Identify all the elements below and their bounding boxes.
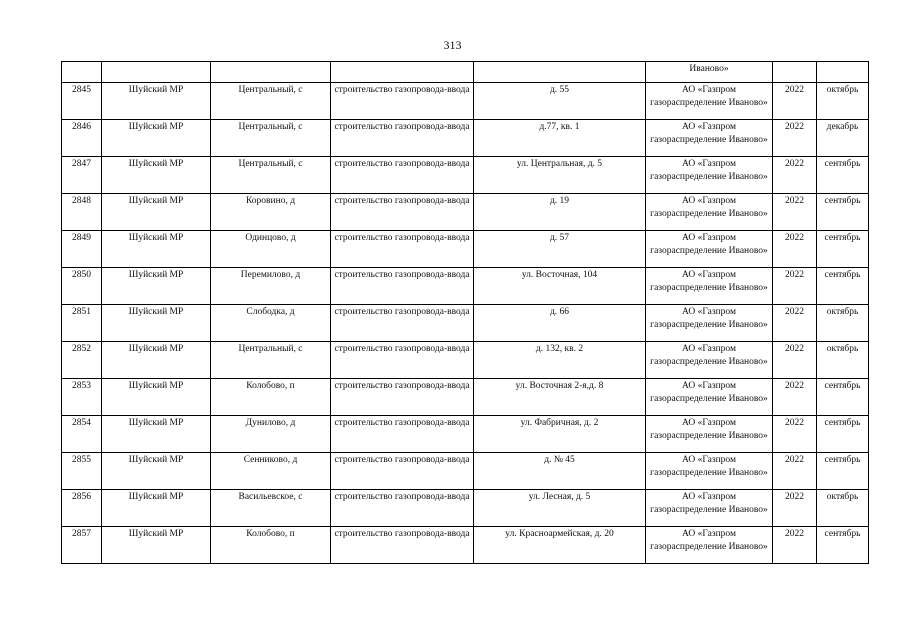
- district-cell: Шуйский МР: [102, 194, 211, 231]
- work-type-cell: строительство газопровода-ввода: [331, 416, 474, 453]
- address-cell: д. № 45: [474, 453, 646, 490]
- address-cell: ул. Восточная, 104: [474, 268, 646, 305]
- organization-cell: АО «Газпром газораспределение Иваново»: [646, 83, 773, 120]
- table-row: [62, 268, 869, 305]
- year-cell: 2022: [773, 305, 817, 342]
- settlement-cell: Колобово, п: [211, 527, 331, 564]
- settlement-cell: Слободка, д: [211, 305, 331, 342]
- work-type-cell: строительство газопровода-ввода: [331, 305, 474, 342]
- district-cell: Шуйский МР: [102, 231, 211, 268]
- work-type-cell: строительство газопровода-ввода: [331, 194, 474, 231]
- organization-cell: АО «Газпром газораспределение Иваново»: [646, 305, 773, 342]
- row-number-cell: 2845: [62, 83, 102, 120]
- work-type-cell: строительство газопровода-ввода: [331, 453, 474, 490]
- org-cell: Иваново»: [646, 62, 773, 83]
- settlement-cell: Центральный, с: [211, 83, 331, 120]
- month-cell: сентябрь: [817, 268, 869, 305]
- organization-cell: АО «Газпром газораспределение Иваново»: [646, 416, 773, 453]
- table-row: [62, 231, 869, 268]
- work-type-cell: строительство газопровода-ввода: [331, 379, 474, 416]
- year-cell: 2022: [773, 527, 817, 564]
- month-cell: сентябрь: [817, 231, 869, 268]
- district-cell: Шуйский МР: [102, 157, 211, 194]
- work-type-cell: строительство газопровода-ввода: [331, 268, 474, 305]
- month-cell: сентябрь: [817, 453, 869, 490]
- organization-cell: АО «Газпром газораспределение Иваново»: [646, 268, 773, 305]
- district-cell: Шуйский МР: [102, 268, 211, 305]
- year-cell: 2022: [773, 120, 817, 157]
- address-cell: д. 57: [474, 231, 646, 268]
- settlement-cell: Коровино, д: [211, 194, 331, 231]
- table-row: [62, 194, 869, 231]
- table-row: [62, 342, 869, 379]
- table-row: [62, 453, 869, 490]
- page-number: 313: [443, 38, 462, 52]
- district-cell: Шуйский МР: [102, 342, 211, 379]
- address-cell: д. 55: [474, 83, 646, 120]
- table-row: [62, 379, 869, 416]
- work-type-cell: строительство газопровода-ввода: [331, 490, 474, 527]
- month-cell: октябрь: [817, 305, 869, 342]
- organization-cell: АО «Газпром газораспределение Иваново»: [646, 231, 773, 268]
- month-cell: декабрь: [817, 120, 869, 157]
- month-cell: октябрь: [817, 83, 869, 120]
- month-cell: сентябрь: [817, 379, 869, 416]
- table-cell: [62, 62, 102, 83]
- month-cell: сентябрь: [817, 527, 869, 564]
- work-type-cell: строительство газопровода-ввода: [331, 120, 474, 157]
- address-cell: д. 132, кв. 2: [474, 342, 646, 379]
- row-number-cell: 2853: [62, 379, 102, 416]
- year-cell: 2022: [773, 83, 817, 120]
- settlement-cell: Васильевское, с: [211, 490, 331, 527]
- year-cell: 2022: [773, 157, 817, 194]
- table-cell: [331, 62, 474, 83]
- organization-cell: АО «Газпром газораспределение Иваново»: [646, 342, 773, 379]
- settlement-cell: Колобово, п: [211, 379, 331, 416]
- district-cell: Шуйский МР: [102, 379, 211, 416]
- district-cell: Шуйский МР: [102, 490, 211, 527]
- month-cell: октябрь: [817, 490, 869, 527]
- row-number-cell: 2857: [62, 527, 102, 564]
- row-number-cell: 2851: [62, 305, 102, 342]
- district-cell: Шуйский МР: [102, 453, 211, 490]
- continuation-row: [62, 62, 869, 83]
- table-row: [62, 120, 869, 157]
- table-row: [62, 83, 869, 120]
- settlement-cell: Сенниково, д: [211, 453, 331, 490]
- work-type-cell: строительство газопровода-ввода: [331, 527, 474, 564]
- address-cell: ул. Красноармейская, д. 20: [474, 527, 646, 564]
- address-cell: ул. Центральная, д. 5: [474, 157, 646, 194]
- work-type-cell: строительство газопровода-ввода: [331, 157, 474, 194]
- year-cell: 2022: [773, 490, 817, 527]
- district-cell: Шуйский МР: [102, 416, 211, 453]
- settlement-cell: Центральный, с: [211, 157, 331, 194]
- work-type-cell: строительство газопровода-ввода: [331, 231, 474, 268]
- settlement-cell: Дунилово, д: [211, 416, 331, 453]
- organization-cell: АО «Газпром газораспределение Иваново»: [646, 527, 773, 564]
- organization-cell: АО «Газпром газораспределение Иваново»: [646, 490, 773, 527]
- district-cell: Шуйский МР: [102, 305, 211, 342]
- table-cell: [817, 62, 869, 83]
- address-cell: ул. Лесная, д. 5: [474, 490, 646, 527]
- row-number-cell: 2854: [62, 416, 102, 453]
- address-cell: ул. Восточная 2-я,д. 8: [474, 379, 646, 416]
- row-number-cell: 2852: [62, 342, 102, 379]
- address-cell: ул. Фабричная, д. 2: [474, 416, 646, 453]
- district-cell: Шуйский МР: [102, 120, 211, 157]
- work-type-cell: строительство газопровода-ввода: [331, 83, 474, 120]
- year-cell: 2022: [773, 268, 817, 305]
- year-cell: 2022: [773, 416, 817, 453]
- year-cell: 2022: [773, 453, 817, 490]
- table-cell: [773, 62, 817, 83]
- row-number-cell: 2846: [62, 120, 102, 157]
- row-number-cell: 2847: [62, 157, 102, 194]
- table-row: [62, 527, 869, 564]
- row-number-cell: 2848: [62, 194, 102, 231]
- gas-connection-table: [61, 61, 869, 564]
- table-row: [62, 157, 869, 194]
- row-number-cell: 2856: [62, 490, 102, 527]
- work-type-cell: строительство газопровода-ввода: [331, 342, 474, 379]
- month-cell: сентябрь: [817, 416, 869, 453]
- address-cell: д. 19: [474, 194, 646, 231]
- table-cell: [211, 62, 331, 83]
- table-cell: [102, 62, 211, 83]
- organization-cell: АО «Газпром газораспределение Иваново»: [646, 194, 773, 231]
- year-cell: 2022: [773, 194, 817, 231]
- organization-cell: АО «Газпром газораспределение Иваново»: [646, 453, 773, 490]
- year-cell: 2022: [773, 342, 817, 379]
- month-cell: октябрь: [817, 342, 869, 379]
- address-cell: д. 66: [474, 305, 646, 342]
- year-cell: 2022: [773, 379, 817, 416]
- settlement-cell: Центральный, с: [211, 120, 331, 157]
- settlement-cell: Центральный, с: [211, 342, 331, 379]
- organization-cell: АО «Газпром газораспределение Иваново»: [646, 379, 773, 416]
- address-cell: д.77, кв. 1: [474, 120, 646, 157]
- organization-cell: АО «Газпром газораспределение Иваново»: [646, 157, 773, 194]
- settlement-cell: Одинцово, д: [211, 231, 331, 268]
- district-cell: Шуйский МР: [102, 527, 211, 564]
- month-cell: сентябрь: [817, 157, 869, 194]
- month-cell: сентябрь: [817, 194, 869, 231]
- table-cell: [474, 62, 646, 83]
- row-number-cell: 2849: [62, 231, 102, 268]
- year-cell: 2022: [773, 231, 817, 268]
- table-row: [62, 490, 869, 527]
- row-number-cell: 2855: [62, 453, 102, 490]
- table-row: [62, 305, 869, 342]
- district-cell: Шуйский МР: [102, 83, 211, 120]
- row-number-cell: 2850: [62, 268, 102, 305]
- organization-cell: АО «Газпром газораспределение Иваново»: [646, 120, 773, 157]
- settlement-cell: Перемилово, д: [211, 268, 331, 305]
- table-row: [62, 416, 869, 453]
